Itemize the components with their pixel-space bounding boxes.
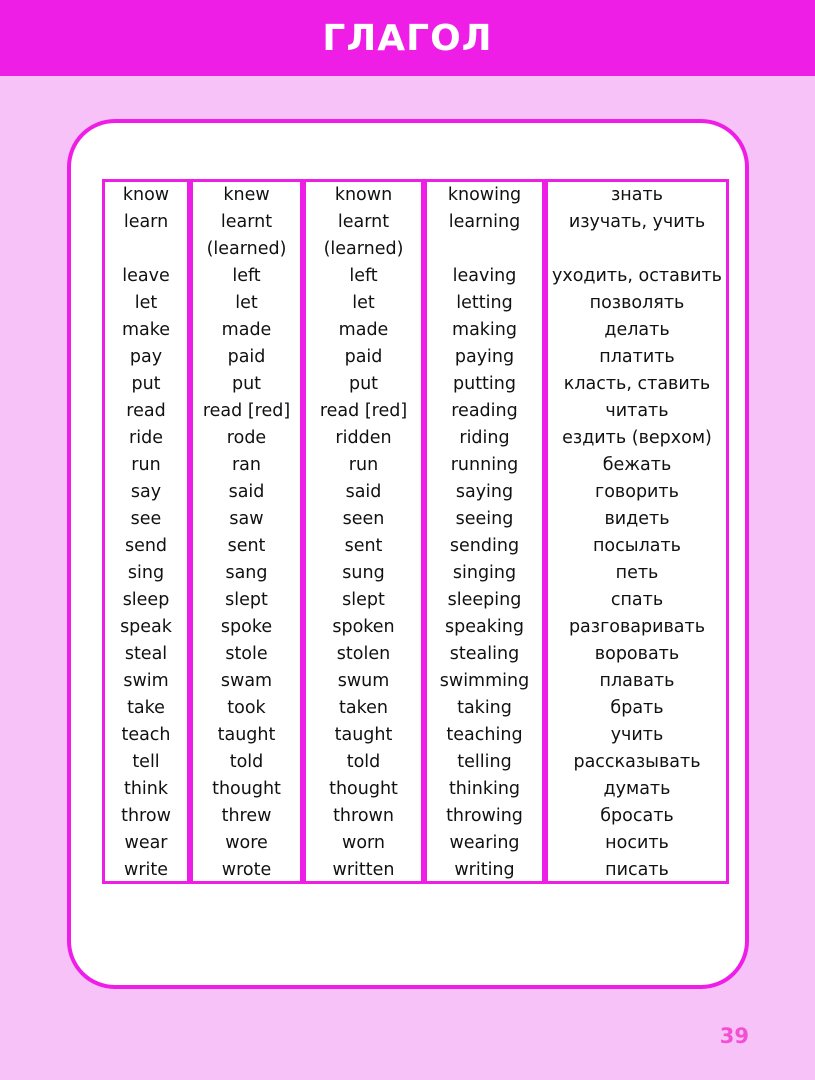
- table-cell: telling: [457, 752, 512, 772]
- table-cell: знать: [611, 185, 663, 205]
- table-cell: leaving: [452, 266, 517, 286]
- table-cell: sleeping: [447, 590, 522, 610]
- table-cell: steal: [124, 644, 168, 664]
- table-cell: running: [450, 455, 519, 475]
- table-cell: swam: [220, 671, 273, 691]
- table-cell: written: [332, 860, 395, 880]
- table-cell: run: [131, 455, 161, 475]
- table-cell: брать: [610, 698, 664, 718]
- table-cell: ездить (верхом): [562, 428, 712, 448]
- column-past-simple: [190, 179, 303, 884]
- table-cell: knowing: [447, 185, 522, 205]
- table-cell: paying: [454, 347, 515, 367]
- table-cell: making: [452, 320, 517, 340]
- table-cell: петь: [615, 563, 659, 583]
- table-cell: wrote: [221, 860, 272, 880]
- table-cell: taught: [217, 725, 276, 745]
- table-cell: see: [130, 509, 162, 529]
- table-cell: worn: [342, 833, 385, 853]
- table-cell: thinking: [448, 779, 521, 799]
- table-cell: threw: [221, 806, 272, 826]
- table-cell: read [red]: [202, 401, 291, 421]
- table-cell: taught: [334, 725, 393, 745]
- table-cell: thought: [212, 779, 281, 799]
- table-cell: learnt: [337, 212, 390, 232]
- table-cell: воровать: [594, 644, 680, 664]
- table-cell: (learned): [206, 239, 287, 259]
- table-cell: stole: [225, 644, 268, 664]
- table-cell: изучать, учить: [568, 212, 706, 232]
- table-cell: sing: [127, 563, 165, 583]
- table-cell: wearing: [449, 833, 520, 853]
- table-cell: told: [346, 752, 381, 772]
- verb-table: [102, 179, 729, 884]
- table-cell: run: [348, 455, 379, 475]
- table-cell: spoke: [220, 617, 273, 637]
- table-cell: рассказывать: [573, 752, 701, 772]
- table-cell: saw: [229, 509, 264, 529]
- table-cell: seen: [342, 509, 385, 529]
- table-cell: saying: [455, 482, 514, 502]
- table-cell: taken: [339, 698, 388, 718]
- table-cell: плавать: [599, 671, 675, 691]
- table-cell: let: [352, 293, 375, 313]
- table-cell: think: [123, 779, 169, 799]
- table-cell: swim: [123, 671, 169, 691]
- table-cell: бросать: [600, 806, 674, 826]
- table-cell: rode: [226, 428, 267, 448]
- table-cell: sent: [227, 536, 266, 556]
- table-cell: spoken: [332, 617, 395, 637]
- table-cell: wear: [124, 833, 168, 853]
- table-cell: write: [124, 860, 168, 880]
- table-cell: putting: [453, 374, 516, 394]
- table-cell: sending: [449, 536, 520, 556]
- table-cell: knew: [223, 185, 270, 205]
- table-cell: slept: [342, 590, 385, 610]
- table-cell: (learned): [323, 239, 404, 259]
- table-cell: уходить, оставить: [552, 266, 722, 286]
- table-cell: paid: [344, 347, 383, 367]
- table-cell: ride: [129, 428, 163, 448]
- table-cell: make: [121, 320, 171, 340]
- table-cell: taking: [457, 698, 512, 718]
- table-cell: teaching: [446, 725, 523, 745]
- table-cell: took: [227, 698, 266, 718]
- table-cell: told: [229, 752, 264, 772]
- table-cell: спать: [610, 590, 664, 610]
- page-title: ГЛАГОЛ: [322, 17, 493, 59]
- table-cell: learnt: [220, 212, 273, 232]
- table-cell: said: [228, 482, 265, 502]
- table-cell: made: [338, 320, 389, 340]
- table-cell: видеть: [604, 509, 670, 529]
- table-cell: throwing: [446, 806, 523, 826]
- table-cell: stealing: [449, 644, 520, 664]
- table-cell: ridden: [335, 428, 392, 448]
- table-cell: носить: [605, 833, 669, 853]
- page-header: [0, 0, 815, 76]
- table-cell: pay: [129, 347, 163, 367]
- table-cell: let: [134, 293, 158, 313]
- table-cell: paid: [227, 347, 266, 367]
- table-cell: swum: [337, 671, 390, 691]
- table-cell: said: [345, 482, 382, 502]
- table-cell: read: [126, 401, 166, 421]
- table-cell: writing: [454, 860, 515, 880]
- table-cell: riding: [459, 428, 510, 448]
- table-cell: put: [231, 374, 262, 394]
- table-cell: позволять: [589, 293, 685, 313]
- table-cell: sleep: [122, 590, 170, 610]
- table-cell: leave: [122, 266, 170, 286]
- table-cell: думать: [603, 779, 671, 799]
- table-cell: читать: [605, 401, 669, 421]
- table-cell: say: [130, 482, 162, 502]
- table-cell: ran: [231, 455, 261, 475]
- table-cell: read [red]: [319, 401, 408, 421]
- table-cell: учить: [610, 725, 664, 745]
- table-cell: платить: [599, 347, 675, 367]
- table-cell: teach: [121, 725, 171, 745]
- table-cell: made: [221, 320, 272, 340]
- table-cell: [105, 236, 187, 263]
- table-cell: бежать: [602, 455, 672, 475]
- column-past-participle: [303, 179, 424, 884]
- table-cell: learn: [123, 212, 169, 232]
- table-cell: send: [124, 536, 168, 556]
- table-cell: thrown: [333, 806, 394, 826]
- table-cell: thought: [329, 779, 398, 799]
- table-cell: speaking: [445, 617, 524, 637]
- table-cell: throw: [121, 806, 171, 826]
- table-cell: swimming: [439, 671, 530, 691]
- table-cell: говорить: [595, 482, 679, 502]
- table-cell: let: [235, 293, 258, 313]
- table-cell: letting: [456, 293, 513, 313]
- table-cell: делать: [604, 320, 670, 340]
- table-cell: sung: [342, 563, 385, 583]
- table-cell: tell: [132, 752, 160, 772]
- table-cell: speak: [120, 617, 172, 637]
- table-cell: sang: [225, 563, 268, 583]
- table-cell: seeing: [455, 509, 514, 529]
- column-base-form: [102, 179, 190, 884]
- table-cell: know: [122, 185, 170, 205]
- table-cell: left: [349, 266, 378, 286]
- table-cell: писать: [605, 860, 669, 880]
- table-cell: left: [232, 266, 261, 286]
- table-cell: sent: [344, 536, 383, 556]
- table-cell: [548, 236, 726, 263]
- table-cell: разговаривать: [568, 617, 706, 637]
- table-cell: посылать: [592, 536, 681, 556]
- page-number: 39: [719, 1024, 749, 1048]
- table-cell: [427, 236, 542, 263]
- table-cell: slept: [225, 590, 268, 610]
- table-cell: put: [131, 374, 161, 394]
- table-cell: stolen: [336, 644, 391, 664]
- table-cell: reading: [451, 401, 518, 421]
- table-cell: learning: [448, 212, 521, 232]
- column-ing-form: [424, 179, 545, 884]
- column-translation: [545, 179, 729, 884]
- table-cell: put: [348, 374, 379, 394]
- table-cell: singing: [452, 563, 517, 583]
- table-cell: wore: [225, 833, 268, 853]
- table-cell: класть, ставить: [563, 374, 711, 394]
- table-cell: take: [127, 698, 165, 718]
- table-cell: known: [334, 185, 393, 205]
